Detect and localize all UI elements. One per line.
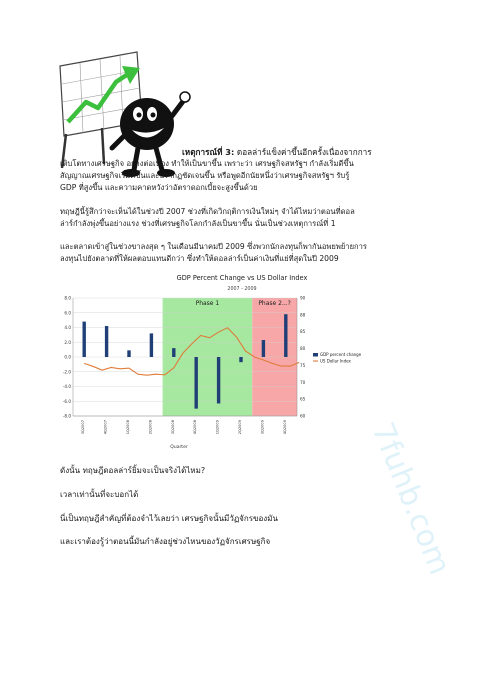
legend-label-gdp: GDP percent change [320, 352, 362, 357]
y-right-tick-label: 80 [300, 346, 306, 352]
chart-subtitle: 2007 - 2009 [227, 287, 257, 292]
gdp-bar [127, 350, 130, 357]
y-left-tick-label: 4.0 [64, 325, 71, 330]
event-heading-text: ดอลล่าร์แข็งค่าขึ้นอีกครั้งเนื่องจากการ [236, 147, 372, 157]
gdp-bar [172, 348, 175, 357]
y-right-tick-label: 88 [300, 312, 306, 318]
legend-swatch-gdp [313, 353, 318, 357]
paragraph-line: ล่าร์กำลังพุ่งขึ้นอย่างแรง ช่วงที่เศรษฐกิจโลกกำลังเป็นขาขึ้น นั่นเป็นช่วงเหตุการณ์ที่ 1 [60, 219, 336, 228]
y-left-tick-label: 2.0 [64, 339, 71, 345]
y-right-tick-label: 90 [300, 295, 306, 301]
x-tick-label: 2Q2009 [238, 420, 242, 435]
y-right-tick-label: 85 [300, 329, 306, 335]
x-tick-label: 1Q2009 [215, 420, 220, 435]
x-tick-label: 4Q2007 [103, 420, 108, 435]
gdp-vs-dollar-chart [56, 268, 428, 452]
bottom-line: และเราต้องรู้ว่าตอนนี้มันกำลังอยู่ช่วงไหนของวัฏจักรเศรษฐกิจ [60, 537, 271, 546]
gdp-bar [239, 357, 242, 362]
paragraph-line: GDP ที่สูงขึ้น และความคาดหวังว่าอัตราดอกเบี้ยจะสูงขึ้นด้วย [60, 183, 258, 192]
y-left-tick-label: -4.0 [62, 384, 71, 389]
gdp-bar [284, 314, 287, 357]
paragraph-line: ทฤษฎีนี้รู้สึกว่าจะเห็นได้ในช่วงปี 2007 ช่วงที่เกิดวิกฤติการเงินใหม่ๆ จำได้ไหมว่าตอนที่ดอล [60, 207, 355, 216]
y-left-tick-label: 8.0 [64, 295, 71, 301]
phase-label: Phase 2...? [258, 300, 291, 307]
bottom-line: ดังนั้น ทฤษฎีดอลล่าร์ยิ้มจะเป็นจริงได้ไหม? [60, 466, 206, 475]
bottom-line: นี่เป็นทฤษฎีสำคัญที่ต้องจำไว้เลยว่า เศรษฐกิจนั้นมีวัฏจักรของมัน [60, 514, 278, 523]
gdp-bar [83, 322, 86, 357]
y-right-tick-label: 75 [300, 362, 306, 368]
gdp-bar [217, 357, 220, 403]
paragraph-line: ลงทุนไปยังตลาดที่ให้ผลตอบแทนดีกว่า ซึ่งทำให้ดอลล่าร์เป็นค่าเงินที่แย่ที่สุดในปี 2009 [60, 254, 339, 263]
chart-title: GDP Percent Change vs US Dollar Index [176, 274, 308, 282]
x-axis-label: Quarter [170, 445, 188, 450]
event-heading [182, 146, 372, 158]
phase-label: Phase 1 [195, 300, 220, 307]
x-tick-label: 4Q2009 [282, 420, 287, 435]
gdp-bar [105, 326, 108, 357]
y-right-tick-label: 65 [300, 396, 306, 402]
paragraph-line: และตลาดเข้าสู่ในช่วงขาลงสุด ๆ ในเดือนมีนาคมปี 2009 ซึ่งพวกนักลงทุนก็พากันอพยพย้ายการ [60, 242, 367, 251]
x-tick-label: 3Q2007 [81, 420, 86, 435]
y-left-tick-label: -6.0 [62, 398, 71, 404]
x-tick-label: 3Q2009 [260, 420, 265, 435]
x-tick-label: 4Q2008 [193, 420, 198, 435]
chart-svg [56, 268, 428, 452]
y-left-tick-label: -8.0 [62, 413, 71, 419]
y-right-tick-label: 70 [300, 379, 306, 385]
y-left-tick-label: -2.0 [62, 369, 71, 375]
event-heading-label: เหตุการณ์ที่ 3: [182, 147, 235, 157]
x-tick-label: 3Q2008 [170, 420, 175, 435]
gdp-bar [195, 357, 198, 409]
paragraph-line: สัญญาณเศรษฐกิจเริ่มดีขึ้นและปรากฏชัดเจนขึ้น หรือพูดอีกนัยหนึ่งว่าเศรษฐกิจสหรัฐฯ รับรู้ [60, 171, 350, 180]
y-left-tick-label: 6.0 [64, 310, 71, 316]
x-tick-label: 1Q2008 [126, 420, 130, 435]
y-left-tick-label: 0.0 [64, 354, 71, 360]
bottom-line: เวลาเท่านั้นที่จะบอกได้ [60, 490, 139, 499]
gdp-bar [262, 340, 265, 357]
y-right-tick-label: 60 [300, 413, 306, 419]
paragraph-line: เติบโตทางเศรษฐกิจ อย่างต่อเนื่อง ทำให้เป็นขาขึ้น เพราะว่า เศรษฐกิจสหรัฐฯ กำลังเริ่มดีขึ้น [60, 159, 354, 168]
svg-text:7fuhb.com: 7fuhb.com [364, 417, 452, 580]
legend-label-usd: US Dollar Index [320, 358, 351, 364]
gdp-bar [150, 333, 153, 357]
x-tick-label: 2Q2008 [148, 420, 153, 435]
